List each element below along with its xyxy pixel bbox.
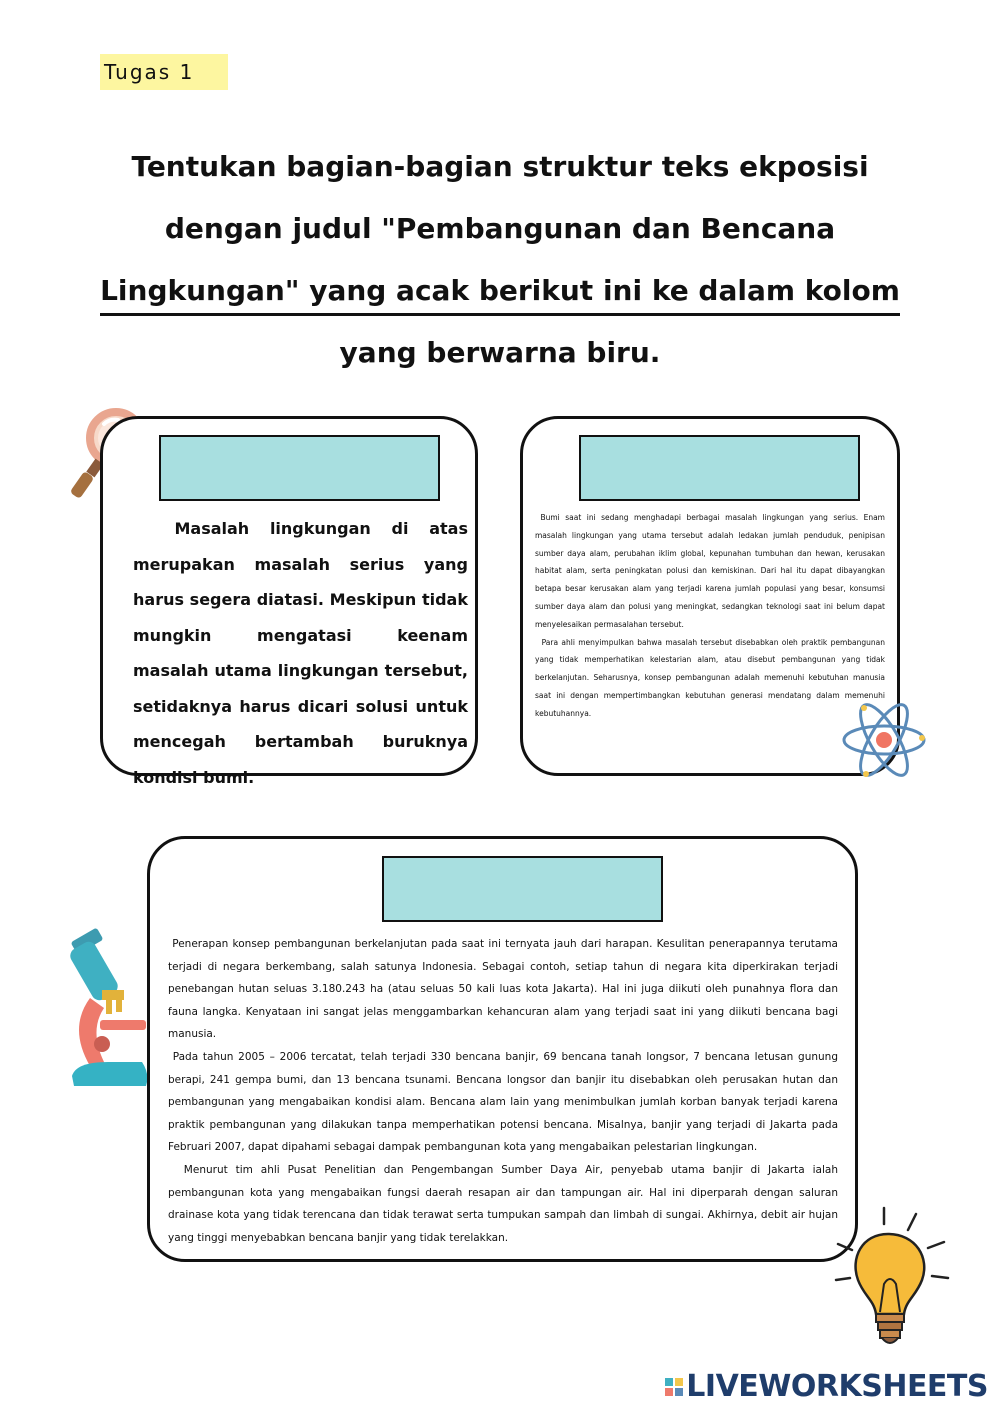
instructions-heading: Tentukan bagian-bagian struktur teks ekposisi dengan judul "Pembangunan dan Bencana Lingkungan" yang acak berikut ini ke dalam kolom yang berwarna biru. <box>100 150 900 369</box>
answer-box-2[interactable] <box>579 435 860 501</box>
lightbulb-icon <box>832 1204 956 1354</box>
microscope-icon <box>62 928 152 1090</box>
answer-input-1[interactable] <box>161 437 442 501</box>
card-3-text <box>168 933 838 1249</box>
answer-input-3[interactable] <box>384 858 665 922</box>
answer-box-3[interactable] <box>382 856 663 922</box>
logo-mark-icon <box>665 1378 683 1396</box>
card-3-paragraph: Penerapan konsep pembangunan berkelanjutan pada saat ini ternyata jauh dari harapan. Kesulitan penerapannya terutama terjadi di negara berkembang, salah satunya Indonesia. Sebagai contoh, setiap tahun di negara kita diperkirakan terjadi penebangan hutan seluas 3.180.243 ha (atau seluas 50 kali luas kota Jakarta). Hal ini juga diikuti oleh punahnya flora dan fauna langka. Kenyataan ini sangat jelas menggambarkan kehancuran alam yang terjadi saat ini yang diikuti bencana bagi manusia. <box>168 938 838 1041</box>
logo-text: LIVEWORKSHEETS <box>686 1369 988 1404</box>
atom-icon <box>838 694 930 786</box>
text-card-conclusion <box>100 416 478 787</box>
card-3-paragraph: Menurut tim ahli Pusat Penelitian dan Pengembangan Sumber Daya Air, penyebab utama banjir di Jakarta ialah pembangunan kota yang mengabaikan fungsi daerah resapan air dan tampungan air. Hal ini diperparah dengan saluran drainase kota yang tidak terencana dan tidak terawat serta tumpukan sampah dan limbah di sungai. Akhirnya, debit air hujan yang tinggi menyebabkan bencana banjir yang tidak terelakkan. <box>168 1163 838 1244</box>
card-1-text <box>133 511 468 795</box>
answer-input-2[interactable] <box>581 437 862 501</box>
card-2-paragraph: Bumi saat ini sedang menghadapi berbagai masalah lingkungan yang serius. Enam masalah lingkungan yang utama tersebut adalah ledakan jumlah penduduk, penipisan sumber daya alam, perubahan iklim global, kepunahan tumbuhan dan hewan, kerusakan habitat alam, serta peningkatan polusi dan kemiskinan. Dari hal itu dapat dibayangkan betapa besar kerusakan alam yang terjadi karena jumlah populasi yang besar, konsumsi sumber daya alam dan polusi yang meningkat, sedangkan teknologi saat ini belum dapat menyelesaikan permasalahan tersebut. <box>535 513 885 629</box>
card-3-paragraph: Pada tahun 2005 – 2006 tercatat, telah terjadi 330 bencana banjir, 69 bencana tanah longsor, 7 bencana letusan gunung berapi, 241 gempa bumi, dan 13 bencana tsunami. Bencana longsor dan banjir itu disebabkan oleh perusakan hutan dan pembangunan yang mengabaikan kondisi alam. Bencana alam lain yang menimbulkan jumlah korban banyak terjadi karena praktik pembangunan yang dilakukan tanpa memperhatikan potensi bencana. Misalnya, banjir yang terjadi di Jakarta pada Februari 2007, dapat dipahami sebagai dampak pembangunan kota yang mengabaikan pelestarian lingkungan. <box>168 1050 838 1154</box>
card-2-paragraph: Para ahli menyimpulkan bahwa masalah tersebut disebabkan oleh praktik pembangunan yang tidak memperhatikan kelestarian alam, atau disebut pembangunan yang tidak berkelanjutan. Seharusnya, konsep pembangunan adalah memenuhi kebutuhan manusia saat ini dengan mempertimbangkan kebutuhan generasi mendatang dalam memenuhi kebutuhannya. <box>535 637 885 718</box>
answer-box-1[interactable] <box>159 435 440 501</box>
liveworksheets-logo <box>665 1369 988 1404</box>
card-2-text <box>535 509 885 723</box>
card-1-paragraph: Masalah lingkungan di atas merupakan masalah serius yang harus segera diatasi. Meskipun tidak mungkin mengatasi keenam masalah utama lingkungan tersebut, setidaknya harus dicari solusi untuk mencegah bertambah buruknya kondisi bumi. <box>133 519 468 787</box>
heading-divider <box>100 313 900 316</box>
task-label: Tugas 1 <box>100 54 228 90</box>
text-card-arguments <box>147 836 858 1262</box>
